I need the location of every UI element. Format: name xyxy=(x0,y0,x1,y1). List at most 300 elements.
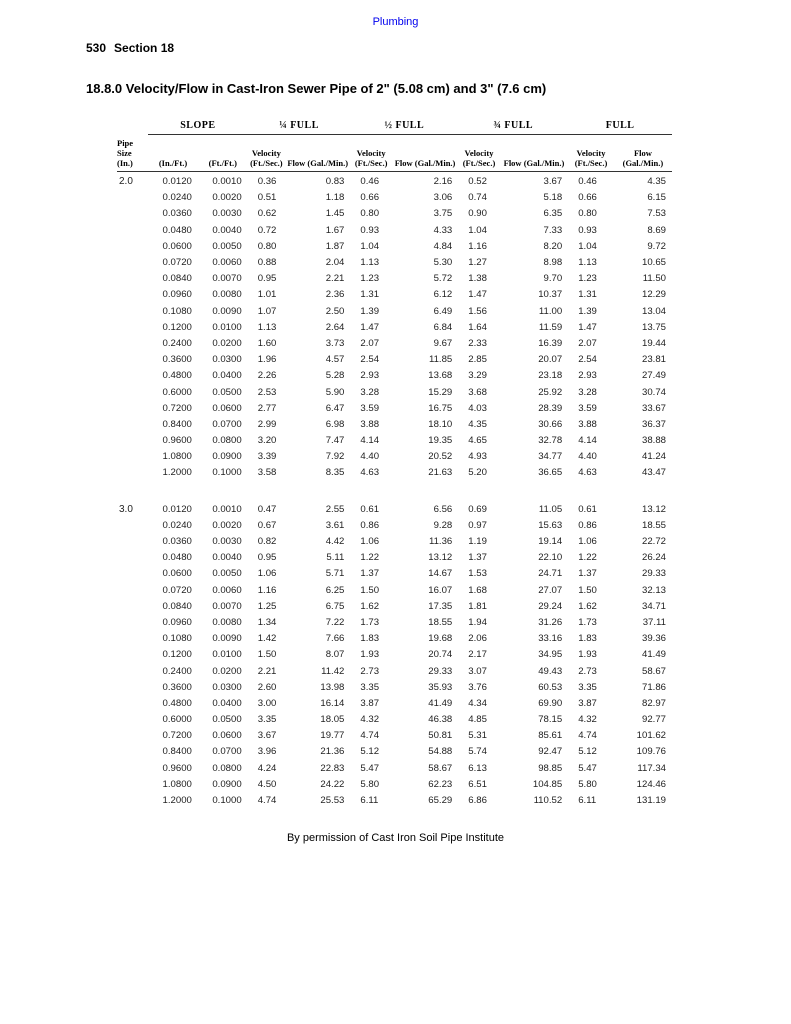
slope-in-ft-cell: 0.7200 xyxy=(162,730,192,742)
half-flow-cell: 13.12 xyxy=(428,552,453,564)
half-flow-cell: 6.56 xyxy=(433,503,453,515)
three-quarter-velocity-cell: 1.94 xyxy=(468,616,487,628)
half-flow-cell: 16.07 xyxy=(428,584,453,596)
velocity-flow-table-container xyxy=(117,118,677,809)
half-velocity-cell: 2.93 xyxy=(360,370,380,382)
quarter-flow-cell: 7.92 xyxy=(325,451,345,463)
pipe-size-cell: 2.0 xyxy=(119,176,133,188)
slope-ft-ft-cell: 0.0700 xyxy=(212,746,242,758)
half-velocity-cell: 0.61 xyxy=(360,503,380,515)
table-row xyxy=(117,206,672,222)
full-velocity-cell: 1.13 xyxy=(578,257,597,269)
slope-in-ft-cell: 0.0720 xyxy=(162,584,192,596)
full-flow-cell: 19.44 xyxy=(641,337,666,349)
pipe-size-cell xyxy=(117,400,148,416)
pipe-size-cell xyxy=(117,433,148,449)
slope-ft-ft-cell: 0.1000 xyxy=(212,467,242,479)
half-flow-cell: 41.49 xyxy=(428,697,453,709)
slope-group-header: SLOPE xyxy=(148,118,248,135)
quarter-velocity-cell: 3.67 xyxy=(257,730,277,742)
quarter-velocity-cell: 0.36 xyxy=(257,176,277,188)
column-header-row xyxy=(117,135,672,172)
full-flow-cell: 22.72 xyxy=(641,536,666,548)
full-velocity-header: Velocity (Ft./Sec.) xyxy=(568,135,614,172)
table-body xyxy=(117,171,672,809)
full-velocity-cell: 2.73 xyxy=(578,665,597,677)
full-flow-cell: 29.33 xyxy=(641,568,666,580)
pipe-size-cell xyxy=(117,792,148,808)
half-flow-cell: 4.33 xyxy=(433,224,453,236)
full-flow-cell: 18.55 xyxy=(641,519,666,531)
three-quarter-velocity-cell: 2.06 xyxy=(468,633,487,645)
quarter-velocity-cell: 0.95 xyxy=(257,552,277,564)
quarter-flow-cell: 0.83 xyxy=(325,176,345,188)
three-quarter-flow-cell: 110.52 xyxy=(533,795,563,807)
table-row xyxy=(117,728,672,744)
full-velocity-cell: 4.14 xyxy=(578,435,597,447)
full-velocity-cell: 1.73 xyxy=(578,616,597,628)
three-quarter-flow-cell: 60.53 xyxy=(538,681,563,693)
quarter-flow-cell: 22.83 xyxy=(320,762,345,774)
table-row xyxy=(117,695,672,711)
three-quarter-velocity-cell: 6.51 xyxy=(468,778,487,790)
three-quarter-flow-cell: 49.43 xyxy=(538,665,563,677)
quarter-velocity-cell: 1.06 xyxy=(257,568,277,580)
quarter-velocity-cell: 1.01 xyxy=(257,289,277,301)
quarter-velocity-cell: 3.20 xyxy=(257,435,277,447)
table-row xyxy=(117,271,672,287)
half-flow-cell: 16.75 xyxy=(428,402,453,414)
pipe-size-header: Pipe Size (In.) xyxy=(117,135,148,172)
table-row xyxy=(117,449,672,465)
full-velocity-cell: 3.59 xyxy=(578,402,597,414)
full-velocity-cell: 3.28 xyxy=(578,386,597,398)
half-velocity-cell: 3.88 xyxy=(360,418,380,430)
full-velocity-cell: 5.80 xyxy=(578,778,597,790)
slope-ft-ft-cell: 0.0030 xyxy=(212,208,242,220)
full-flow-cell: 92.77 xyxy=(641,714,666,726)
slope-ft-ft-cell: 0.0010 xyxy=(212,176,242,188)
slope-ft-ft-cell: 0.0200 xyxy=(212,337,242,349)
three-quarter-flow-cell: 27.07 xyxy=(538,584,563,596)
quarter-flow-cell: 2.21 xyxy=(325,273,345,285)
three-quarter-flow-cell: 25.92 xyxy=(538,386,563,398)
half-flow-cell: 17.35 xyxy=(428,600,453,612)
full-velocity-cell: 2.93 xyxy=(578,370,597,382)
three-quarter-flow-cell: 33.16 xyxy=(538,633,563,645)
pipe-size-cell xyxy=(117,582,148,598)
half-flow-cell: 5.72 xyxy=(433,273,453,285)
full-flow-cell: 58.67 xyxy=(641,665,666,677)
quarter-velocity-cell: 0.67 xyxy=(257,519,277,531)
velocity-flow-table xyxy=(117,118,672,809)
three-quarter-flow-cell: 92.47 xyxy=(538,746,563,758)
quarter-velocity-cell: 0.80 xyxy=(257,240,277,252)
quarter-flow-cell: 7.47 xyxy=(325,435,345,447)
slope-in-ft-cell: 0.8400 xyxy=(162,746,192,758)
quarter-velocity-cell: 3.58 xyxy=(257,467,277,479)
slope-in-ft-cell: 0.1200 xyxy=(162,649,192,661)
table-row xyxy=(117,499,672,517)
slope-ft-ft-cell: 0.0400 xyxy=(212,370,242,382)
three-quarter-flow-cell: 20.07 xyxy=(538,354,563,366)
pipe-size-cell xyxy=(117,614,148,630)
half-flow-cell: 3.06 xyxy=(433,192,453,204)
three-quarter-velocity-cell: 1.37 xyxy=(468,552,487,564)
half-flow-cell: 14.67 xyxy=(428,568,453,580)
slope-ft-ft-cell: 0.0020 xyxy=(212,192,242,204)
half-flow-cell: 18.10 xyxy=(428,418,453,430)
table-row xyxy=(117,400,672,416)
slope-ft-ft-cell: 0.0700 xyxy=(212,418,242,430)
quarter-flow-cell: 25.53 xyxy=(320,795,345,807)
three-quarter-flow-cell: 34.95 xyxy=(538,649,563,661)
quarter-velocity-cell: 2.60 xyxy=(257,681,277,693)
full-velocity-cell: 5.12 xyxy=(578,746,597,758)
slope-in-ft-cell: 0.8400 xyxy=(162,418,192,430)
pipe-size-cell xyxy=(117,238,148,254)
three-quarter-flow-cell: 9.70 xyxy=(543,273,563,285)
full-flow-cell: 41.24 xyxy=(641,451,666,463)
three-quarter-flow-cell: 98.85 xyxy=(538,762,563,774)
slope-in-ft-cell: 0.0840 xyxy=(162,273,192,285)
slope-in-ft-cell: 0.0120 xyxy=(162,503,192,515)
quarter-velocity-cell: 1.50 xyxy=(257,649,277,661)
full-velocity-cell: 0.66 xyxy=(578,192,597,204)
table-row xyxy=(117,352,672,368)
slope-in-ft-cell: 0.0960 xyxy=(162,289,192,301)
half-flow-cell: 9.28 xyxy=(433,519,453,531)
slope-in-ft-cell: 0.1080 xyxy=(162,305,192,317)
quarter-flow-cell: 2.50 xyxy=(325,305,345,317)
quarter-flow-cell: 4.57 xyxy=(325,354,345,366)
three-quarter-velocity-cell: 1.19 xyxy=(468,536,487,548)
three-quarter-velocity-cell: 0.90 xyxy=(468,208,487,220)
quarter-velocity-cell: 0.72 xyxy=(257,224,277,236)
full-flow-cell: 109.76 xyxy=(636,746,666,758)
three-quarter-velocity-cell: 3.76 xyxy=(468,681,487,693)
page-title: 18.8.0 Velocity/Flow in Cast-Iron Sewer Pipe of 2" (5.08 cm) and 3" (7.6 cm) xyxy=(86,81,547,96)
full-velocity-cell: 4.32 xyxy=(578,714,597,726)
half-velocity-cell: 1.83 xyxy=(360,633,380,645)
half-velocity-cell: 4.14 xyxy=(360,435,380,447)
slope-ft-ft-cell: 0.0800 xyxy=(212,762,242,774)
slope-ft-ft-cell: 0.0600 xyxy=(212,730,242,742)
three-quarter-flow-cell: 19.14 xyxy=(538,536,563,548)
half-flow-cell: 62.23 xyxy=(428,778,453,790)
quarter-velocity-cell: 2.53 xyxy=(257,386,277,398)
three-quarter-velocity-cell: 2.33 xyxy=(468,337,487,349)
three-quarter-flow-cell: 11.05 xyxy=(538,503,563,515)
quarter-flow-cell: 6.75 xyxy=(325,600,345,612)
pipe-size-cell xyxy=(117,254,148,270)
half-flow-cell: 19.68 xyxy=(428,633,453,645)
quarter-velocity-cell: 2.77 xyxy=(257,402,277,414)
full-flow-cell: 37.11 xyxy=(642,616,666,628)
table-row xyxy=(117,335,672,351)
three-quarter-flow-cell: 104.85 xyxy=(532,778,563,790)
quarter-full-group-header: ¼ FULL xyxy=(248,118,351,135)
slope-in-ft-header: (In./Ft.) xyxy=(148,135,198,172)
three-quarter-flow-cell: 5.18 xyxy=(543,192,563,204)
half-flow-cell: 11.36 xyxy=(428,536,453,548)
three-quarter-velocity-cell: 1.38 xyxy=(468,273,487,285)
three-quarter-velocity-cell: 1.27 xyxy=(468,257,487,269)
full-velocity-cell: 1.37 xyxy=(578,568,597,580)
pipe-size-cell xyxy=(117,728,148,744)
half-velocity-cell: 2.07 xyxy=(360,337,380,349)
quarter-velocity-cell: 2.26 xyxy=(257,370,277,382)
full-flow-cell: 27.49 xyxy=(641,370,666,382)
half-flow-header: Flow (Gal./Min.) xyxy=(392,135,458,172)
pipe-size-cell xyxy=(117,335,148,351)
page-header xyxy=(86,41,174,55)
full-flow-cell: 7.53 xyxy=(647,208,666,220)
three-quarter-flow-cell: 29.24 xyxy=(538,600,563,612)
full-velocity-cell: 4.74 xyxy=(578,730,597,742)
three-quarter-flow-cell: 8.98 xyxy=(543,257,563,269)
slope-in-ft-cell: 0.3600 xyxy=(162,681,192,693)
half-velocity-cell: 1.04 xyxy=(360,240,380,252)
quarter-velocity-cell: 4.24 xyxy=(257,762,277,774)
slope-in-ft-cell: 0.0240 xyxy=(162,192,192,204)
table-row xyxy=(117,303,672,319)
three-quarter-velocity-cell: 1.47 xyxy=(468,289,487,301)
slope-ft-ft-cell: 0.0900 xyxy=(212,778,242,790)
quarter-velocity-cell: 0.82 xyxy=(257,536,277,548)
pipe-size-cell xyxy=(117,663,148,679)
full-flow-cell: 26.24 xyxy=(641,552,666,564)
three-quarter-flow-cell: 22.10 xyxy=(538,552,563,564)
full-flow-cell: 13.04 xyxy=(641,305,666,317)
three-quarter-flow-cell: 78.15 xyxy=(538,714,563,726)
full-velocity-cell: 3.88 xyxy=(578,418,597,430)
full-flow-cell: 33.67 xyxy=(641,402,666,414)
slope-in-ft-cell: 0.0840 xyxy=(162,600,192,612)
full-velocity-cell: 1.62 xyxy=(578,600,597,612)
half-velocity-cell: 4.74 xyxy=(360,730,380,742)
quarter-flow-header: Flow (Gal./Min.) xyxy=(285,135,350,172)
three-quarter-flow-cell: 16.39 xyxy=(538,337,563,349)
pipe-size-cell xyxy=(117,598,148,614)
pipe-size-cell xyxy=(117,271,148,287)
full-flow-cell: 117.34 xyxy=(637,762,666,774)
slope-ft-ft-cell: 0.0600 xyxy=(212,402,242,414)
half-velocity-cell: 1.73 xyxy=(360,616,380,628)
three-quarter-velocity-cell: 1.56 xyxy=(468,305,487,317)
half-velocity-cell: 5.12 xyxy=(360,746,380,758)
section-label: Section 18 xyxy=(114,41,175,55)
slope-ft-ft-cell: 0.0080 xyxy=(212,289,242,301)
slope-ft-ft-cell: 0.0040 xyxy=(212,224,242,236)
three-quarter-velocity-cell: 5.20 xyxy=(468,467,487,479)
table-row xyxy=(117,416,672,432)
three-quarter-flow-cell: 28.39 xyxy=(538,402,563,414)
three-quarter-full-group-header: ¾ FULL xyxy=(458,118,568,135)
quarter-velocity-cell: 1.16 xyxy=(257,584,277,596)
quarter-flow-cell: 7.66 xyxy=(325,633,345,645)
pipe-size-cell xyxy=(117,631,148,647)
three-quarter-velocity-cell: 6.86 xyxy=(468,795,487,807)
three-quarter-flow-cell: 30.66 xyxy=(538,418,563,430)
full-flow-cell: 101.62 xyxy=(636,730,666,742)
half-flow-cell: 13.68 xyxy=(428,370,453,382)
half-velocity-cell: 2.54 xyxy=(360,354,380,366)
table-row xyxy=(117,254,672,270)
half-velocity-cell: 1.23 xyxy=(360,273,380,285)
three-quarter-velocity-cell: 1.81 xyxy=(468,600,487,612)
full-velocity-cell: 1.22 xyxy=(578,552,597,564)
quarter-flow-cell: 19.77 xyxy=(320,730,345,742)
slope-ft-ft-cell: 0.0050 xyxy=(212,240,242,252)
quarter-flow-cell: 8.35 xyxy=(325,467,345,479)
quarter-flow-cell: 8.07 xyxy=(325,649,345,661)
half-velocity-cell: 0.66 xyxy=(360,192,380,204)
three-quarter-velocity-cell: 4.34 xyxy=(468,697,487,709)
quarter-flow-cell: 4.42 xyxy=(325,536,345,548)
pipe-size-cell xyxy=(117,550,148,566)
three-quarter-flow-cell: 11.59 xyxy=(538,321,563,333)
quarter-flow-cell: 2.64 xyxy=(325,321,345,333)
half-flow-cell: 4.84 xyxy=(433,240,453,252)
full-flow-cell: 11.50 xyxy=(642,273,666,285)
table-row xyxy=(117,582,672,598)
three-quarter-velocity-cell: 4.35 xyxy=(468,418,487,430)
pipe-size-cell: 3.0 xyxy=(119,503,133,515)
table-row xyxy=(117,712,672,728)
quarter-flow-cell: 6.25 xyxy=(325,584,345,596)
table-row xyxy=(117,222,672,238)
three-quarter-velocity-cell: 1.04 xyxy=(468,224,487,236)
quarter-velocity-cell: 4.74 xyxy=(257,795,277,807)
table-row xyxy=(117,760,672,776)
quarter-velocity-cell: 1.13 xyxy=(257,321,277,333)
slope-ft-ft-cell: 0.0010 xyxy=(212,503,242,515)
half-velocity-cell: 1.13 xyxy=(360,257,380,269)
full-flow-cell: 39.36 xyxy=(641,633,666,645)
pipe-size-cell xyxy=(117,647,148,663)
half-velocity-cell: 1.37 xyxy=(360,568,380,580)
slope-in-ft-cell: 0.2400 xyxy=(162,665,192,677)
full-velocity-cell: 2.54 xyxy=(578,354,597,366)
table-row xyxy=(117,598,672,614)
spacer-cell xyxy=(117,481,672,499)
three-quarter-velocity-cell: 1.64 xyxy=(468,321,487,333)
three-quarter-flow-cell: 24.71 xyxy=(538,568,563,580)
half-flow-cell: 29.33 xyxy=(428,665,453,677)
three-quarter-velocity-cell: 4.93 xyxy=(468,451,487,463)
three-quarter-flow-cell: 15.63 xyxy=(538,519,563,531)
pipe-size-cell xyxy=(117,744,148,760)
quarter-flow-cell: 3.73 xyxy=(325,337,345,349)
three-quarter-flow-cell: 10.37 xyxy=(538,289,563,301)
slope-ft-ft-cell: 0.0070 xyxy=(212,273,242,285)
quarter-flow-cell: 6.47 xyxy=(325,402,345,414)
half-velocity-cell: 3.28 xyxy=(360,386,380,398)
slope-in-ft-cell: 0.0240 xyxy=(162,519,192,531)
table-row xyxy=(117,533,672,549)
quarter-velocity-cell: 1.34 xyxy=(257,616,277,628)
half-flow-cell: 20.52 xyxy=(428,451,453,463)
slope-ft-ft-cell: 0.0060 xyxy=(212,257,242,269)
three-quarter-flow-cell: 32.78 xyxy=(538,435,563,447)
three-quarter-flow-cell: 34.77 xyxy=(538,451,563,463)
slope-in-ft-cell: 0.0480 xyxy=(162,224,192,236)
three-quarter-flow-cell: 8.20 xyxy=(543,240,563,252)
quarter-flow-cell: 5.90 xyxy=(325,386,345,398)
table-row xyxy=(117,433,672,449)
half-velocity-cell: 1.47 xyxy=(360,321,380,333)
three-quarter-velocity-cell: 0.97 xyxy=(468,519,487,531)
slope-ft-ft-cell: 0.0300 xyxy=(212,354,242,366)
pipe-size-cell xyxy=(117,566,148,582)
slope-ft-ft-cell: 0.0900 xyxy=(212,451,242,463)
three-quarter-velocity-cell: 4.85 xyxy=(468,714,487,726)
slope-ft-ft-cell: 0.0100 xyxy=(212,649,242,661)
three-quarter-velocity-cell: 5.74 xyxy=(468,746,487,758)
table-row xyxy=(117,190,672,206)
table-row xyxy=(117,679,672,695)
table-row xyxy=(117,287,672,303)
table-row xyxy=(117,663,672,679)
half-flow-cell: 20.74 xyxy=(428,649,453,661)
half-flow-cell: 9.67 xyxy=(433,337,453,349)
three-quarter-velocity-cell: 6.13 xyxy=(468,762,487,774)
three-quarter-flow-cell: 7.33 xyxy=(543,224,563,236)
slope-ft-ft-cell: 0.0800 xyxy=(212,435,242,447)
quarter-velocity-cell: 1.42 xyxy=(257,633,277,645)
full-velocity-cell: 0.61 xyxy=(578,503,597,515)
full-flow-cell: 8.69 xyxy=(647,224,666,236)
quarter-flow-cell: 7.22 xyxy=(325,616,345,628)
three-quarter-velocity-cell: 0.69 xyxy=(468,503,487,515)
half-flow-cell: 18.55 xyxy=(428,616,453,628)
quarter-velocity-header: Velocity (Ft./Sec.) xyxy=(248,135,285,172)
pipe-size-cell xyxy=(117,776,148,792)
half-velocity-header: Velocity (Ft./Sec.) xyxy=(350,135,391,172)
slope-ft-ft-cell: 0.0100 xyxy=(212,321,242,333)
three-quarter-flow-cell: 36.65 xyxy=(538,467,563,479)
half-flow-cell: 65.29 xyxy=(428,795,453,807)
full-velocity-cell: 0.80 xyxy=(578,208,597,220)
group-header-row xyxy=(117,118,672,135)
full-velocity-cell: 1.83 xyxy=(578,633,597,645)
pipe-size-cell xyxy=(117,465,148,481)
quarter-velocity-cell: 0.95 xyxy=(257,273,277,285)
three-quarter-velocity-cell: 0.52 xyxy=(468,176,487,188)
table-row xyxy=(117,238,672,254)
quarter-velocity-cell: 3.39 xyxy=(257,451,277,463)
full-flow-cell: 43.47 xyxy=(641,467,666,479)
table-row xyxy=(117,566,672,582)
three-quarter-flow-cell: 85.61 xyxy=(538,730,563,742)
full-velocity-cell: 0.86 xyxy=(578,519,597,531)
full-flow-header: Flow (Gal./Min.) xyxy=(614,135,672,172)
half-velocity-cell: 0.86 xyxy=(360,519,380,531)
full-flow-cell: 6.15 xyxy=(647,192,666,204)
table-row xyxy=(117,631,672,647)
half-velocity-cell: 0.93 xyxy=(360,224,380,236)
three-quarter-flow-cell: 11.00 xyxy=(538,305,563,317)
pipe-size-cell xyxy=(117,190,148,206)
half-flow-cell: 54.88 xyxy=(428,746,453,758)
slope-in-ft-cell: 0.0480 xyxy=(162,552,192,564)
full-flow-cell: 13.75 xyxy=(641,321,666,333)
slope-in-ft-cell: 0.6000 xyxy=(162,714,192,726)
header-plumbing-link[interactable]: Plumbing xyxy=(372,16,419,28)
three-quarter-velocity-cell: 3.29 xyxy=(468,370,487,382)
three-quarter-velocity-cell: 2.85 xyxy=(468,354,487,366)
